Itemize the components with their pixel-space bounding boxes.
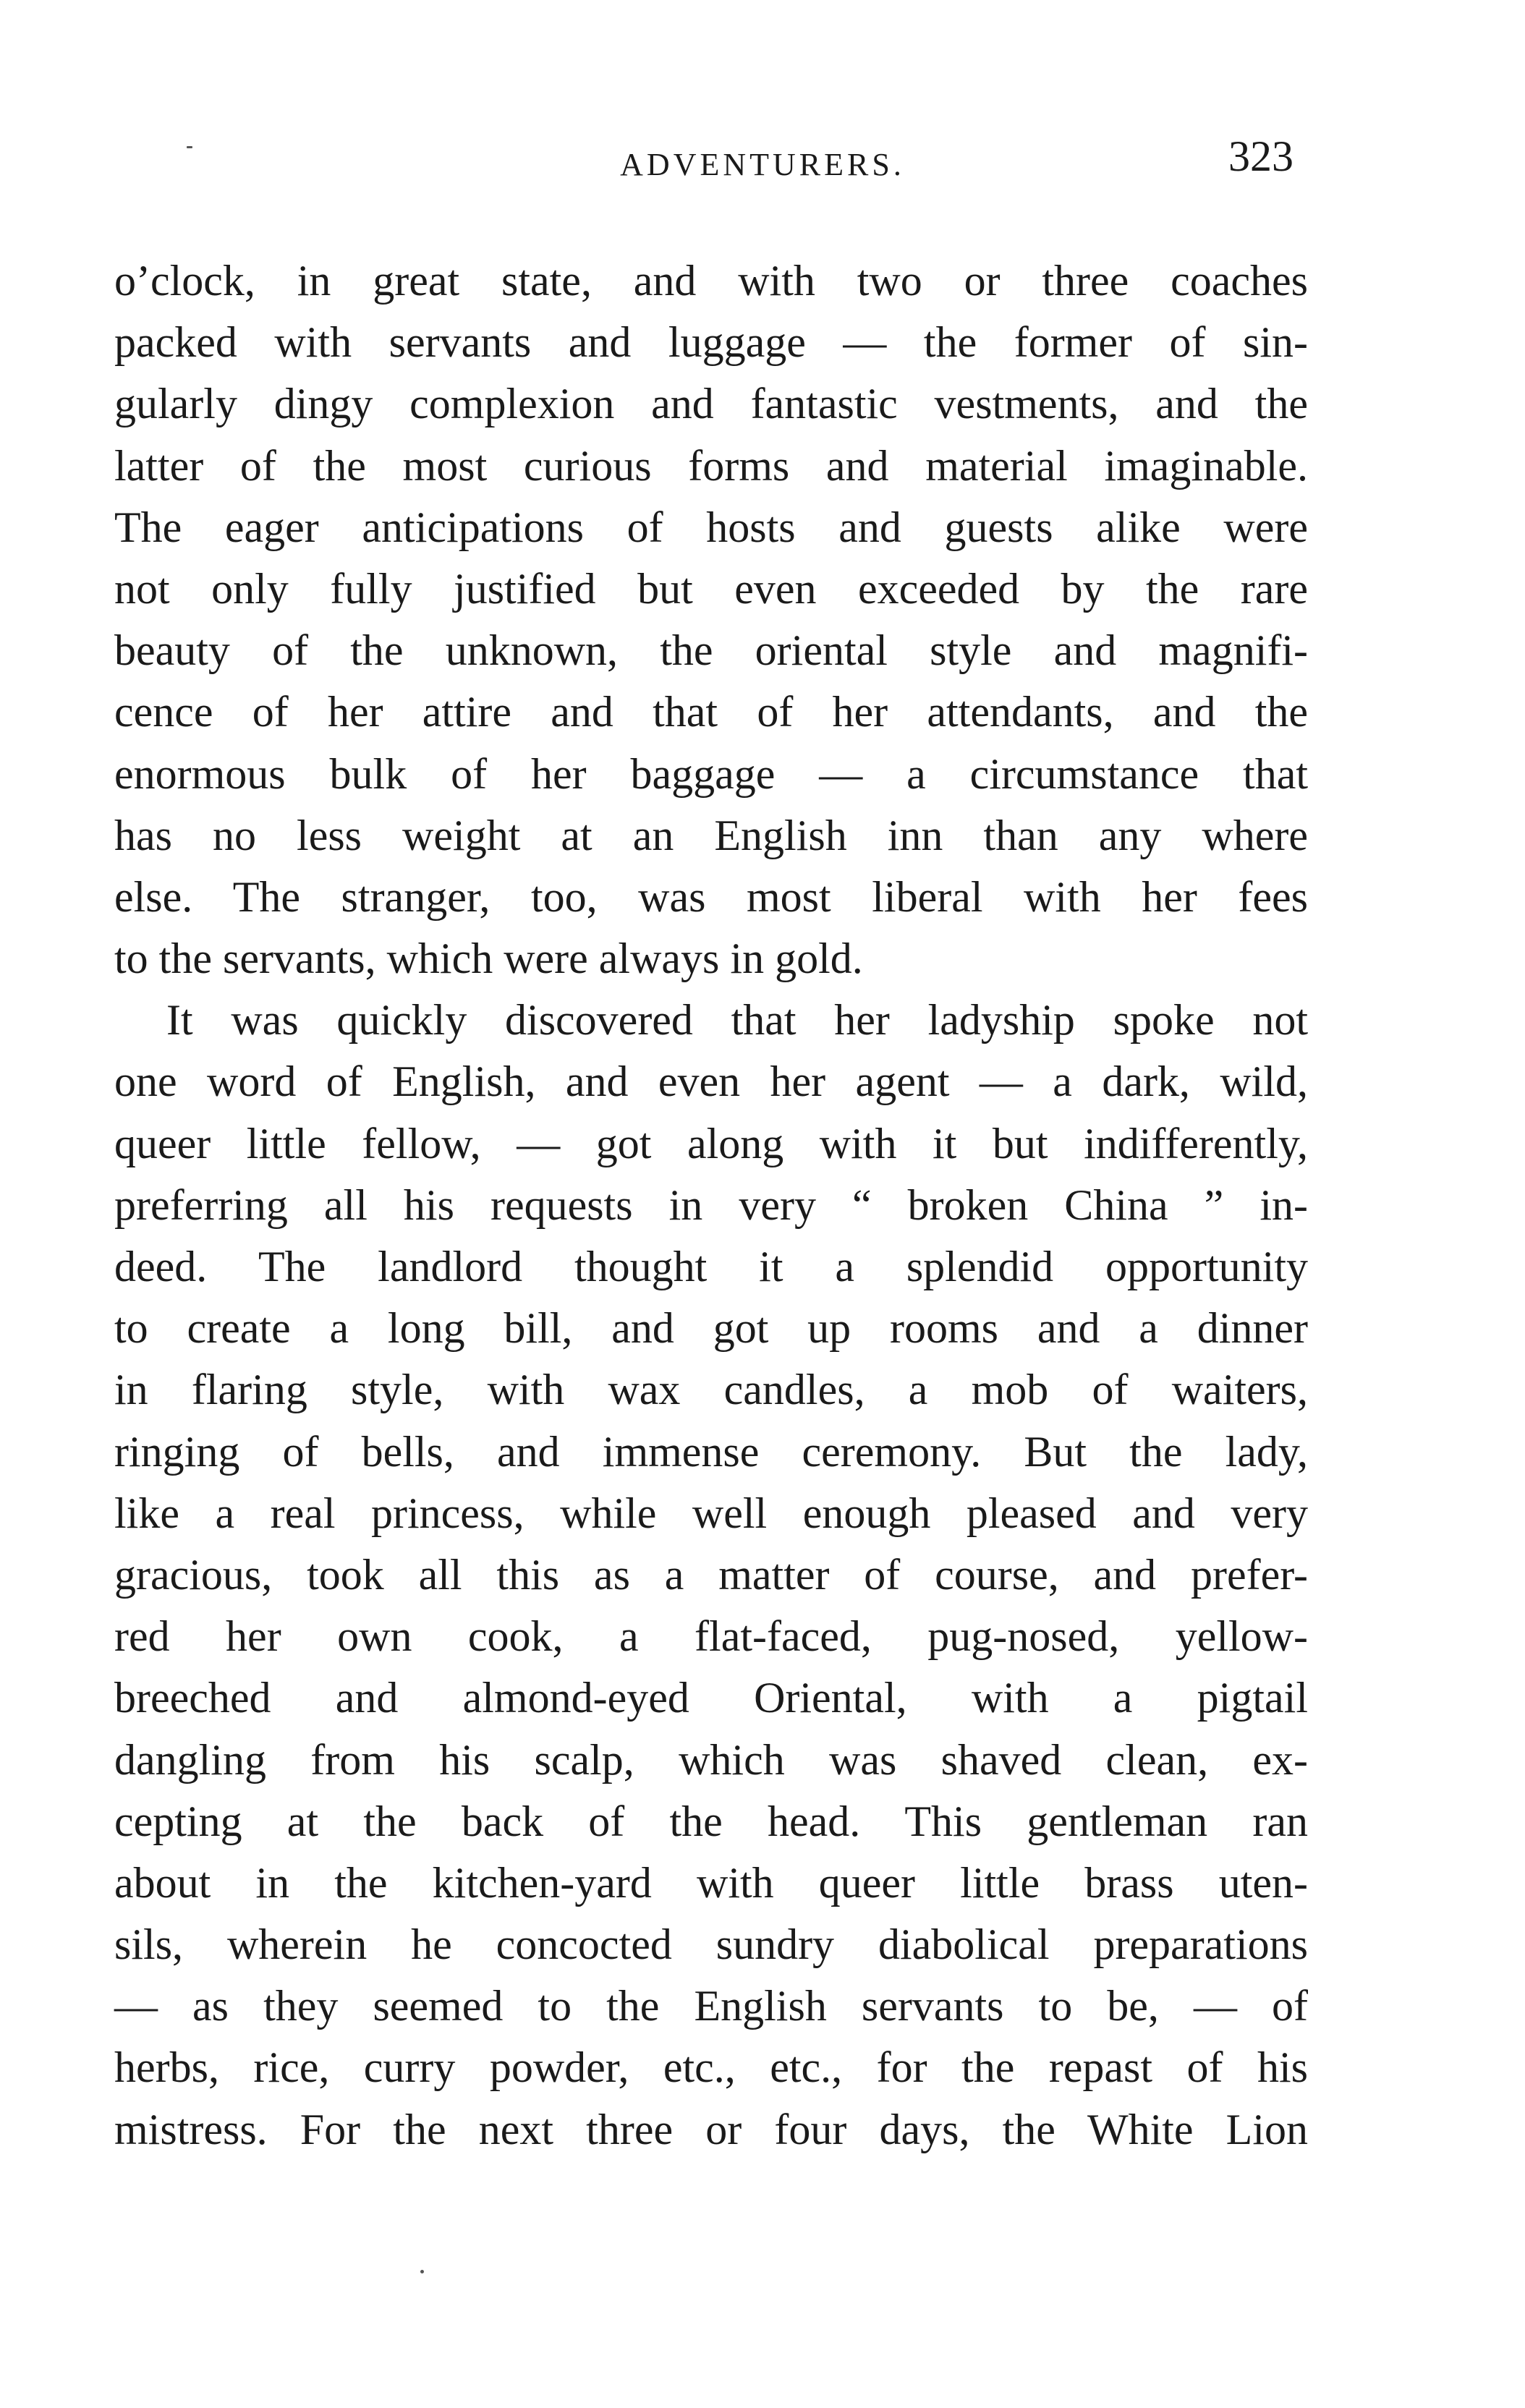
text-line: not only fully justified but even exceeded by the rare — [114, 564, 1308, 613]
text-line: o’clock, in great state, and with two or three coaches — [114, 257, 1308, 305]
text-line: queer little fellow, — got along with it but indifferently, — [114, 1119, 1308, 1167]
text-line: ringing of bells, and immense ceremony. But the lady, — [114, 1427, 1308, 1476]
page-number: 323 — [1228, 132, 1294, 180]
text-line: has no less weight at an English inn than any where — [114, 811, 1308, 859]
paragraph-end-line: to the servants, which were always in gold. — [114, 935, 863, 983]
text-line: cence of her attire and that of her attendants, and the — [114, 688, 1308, 736]
text-line: latter of the most curious forms and material imaginable. — [114, 441, 1308, 490]
text-line: enormous bulk of her baggage — a circumstance that — [114, 749, 1308, 798]
text-line: The eager anticipations of hosts and guests alike were — [114, 503, 1308, 551]
text-line: breeched and almond-eyed Oriental, with a pigtail — [114, 1674, 1308, 1722]
running-head — [0, 132, 1525, 200]
body-text — [114, 250, 1308, 2161]
text-line: one word of English, and even her agent — a dark, wild, — [114, 1058, 1308, 1106]
text-line: gularly dingy complexion and fantastic vestments, and the — [114, 380, 1308, 428]
text-line: about in the kitchen-yard with queer little brass uten- — [114, 1858, 1308, 1907]
text-line: beauty of the unknown, the oriental style and magnifi- — [114, 626, 1308, 675]
text-line: like a real princess, while well enough pleased and very — [114, 1489, 1308, 1537]
text-line: preferring all his requests in very “ broken China ” in- — [114, 1180, 1308, 1229]
text-line: to create a long bill, and got up rooms and a dinner — [114, 1304, 1308, 1353]
paragraph-start-line: It was quickly discovered that her ladyship spoke not — [166, 996, 1308, 1045]
text-line: red her own cook, a flat-faced, pug-nosed, yellow- — [114, 1612, 1308, 1661]
text-line: dangling from his scalp, which was shaved clean, ex- — [114, 1735, 1308, 1784]
text-line: packed with servants and luggage — the former of sin- — [114, 318, 1308, 367]
text-line: cepting at the back of the head. This gentleman ran — [114, 1797, 1308, 1845]
text-line: in flaring style, with wax candles, a mob of waiters, — [114, 1366, 1308, 1414]
text-line: gracious, took all this as a matter of course, and prefer- — [114, 1550, 1308, 1599]
text-line: sils, wherein he concocted sundry diabolical preparations — [114, 1920, 1308, 1969]
text-line: herbs, rice, curry powder, etc., etc., for the repast of his — [114, 2043, 1308, 2092]
text-line: mistress. For the next three or four days, the White Lion — [114, 2105, 1308, 2153]
text-line: — as they seemed to the English servants to be, — of — [114, 1982, 1308, 2030]
text-line: deed. The landlord thought it a splendid opportunity — [114, 1243, 1308, 1290]
text-line: else. The stranger, too, was most liberal with her fees — [114, 872, 1308, 921]
running-title: ADVENTURERS. — [620, 147, 905, 182]
print-speck — [420, 2270, 424, 2273]
